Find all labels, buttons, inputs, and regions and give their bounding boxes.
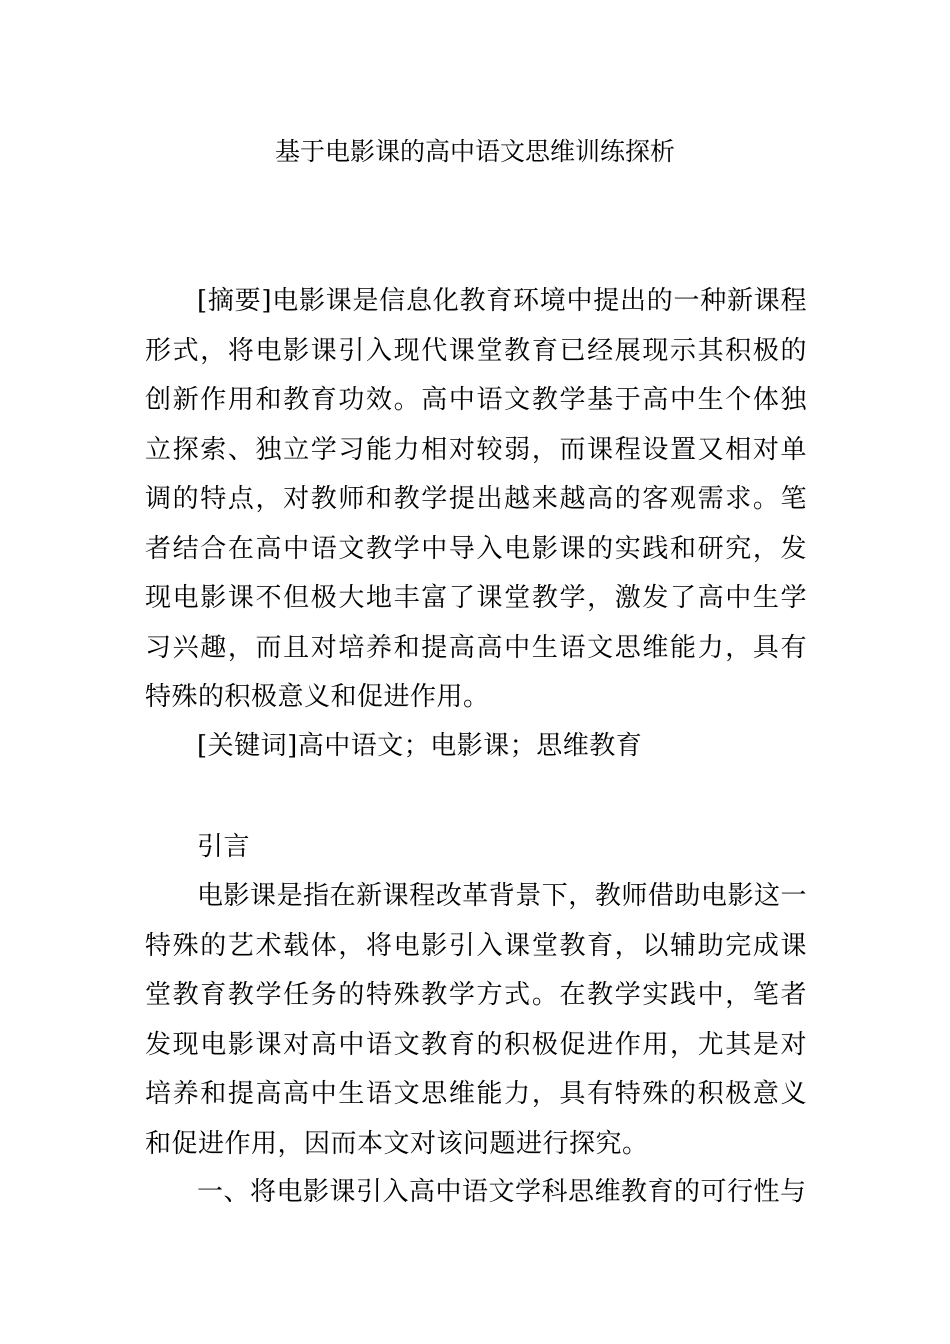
intro-heading: 引言: [197, 832, 251, 862]
keywords-line: [关键词]高中语文；电影课；思维教育: [197, 731, 643, 761]
intro-paragraph: 电影课是指在新课程改革背景下，教师借助电影这一特殊的艺术载体，将电影引入课堂教育，以辅助完成课堂教育教学任务的特殊教学方式。在教学实践中，笔者发现电影课对高中语文教育的积极促进作用，尤其是对培养和提高高中生语文思维能力，具有特殊的积极意义和促进作用，因而本文对该问题进行探究。: [145, 881, 807, 1159]
document-title: 基于电影课的高中语文思维训练探析: [274, 137, 675, 166]
abstract-paragraph: [摘要]电影课是信息化教育环境中提出的一种新课程形式，将电影课引入现代课堂教育已经展现示其积极的创新作用和教育功效。高中语文教学基于高中生个体独立探索、独立学习能力相对较弱，而课程设置又相对单调的特点，对教师和教学提出越来越高的客观需求。笔者结合在高中语文教学中导入电影课的实践和研究，发现电影课不但极大地丰富了课堂教学，激发了高中生学习兴趣，而且对培养和提高高中生语文思维能力，具有特殊的积极意义和促进作用。: [145, 286, 807, 712]
section-heading: 一、将电影课引入高中语文学科思维教育的可行性与: [197, 1177, 807, 1207]
